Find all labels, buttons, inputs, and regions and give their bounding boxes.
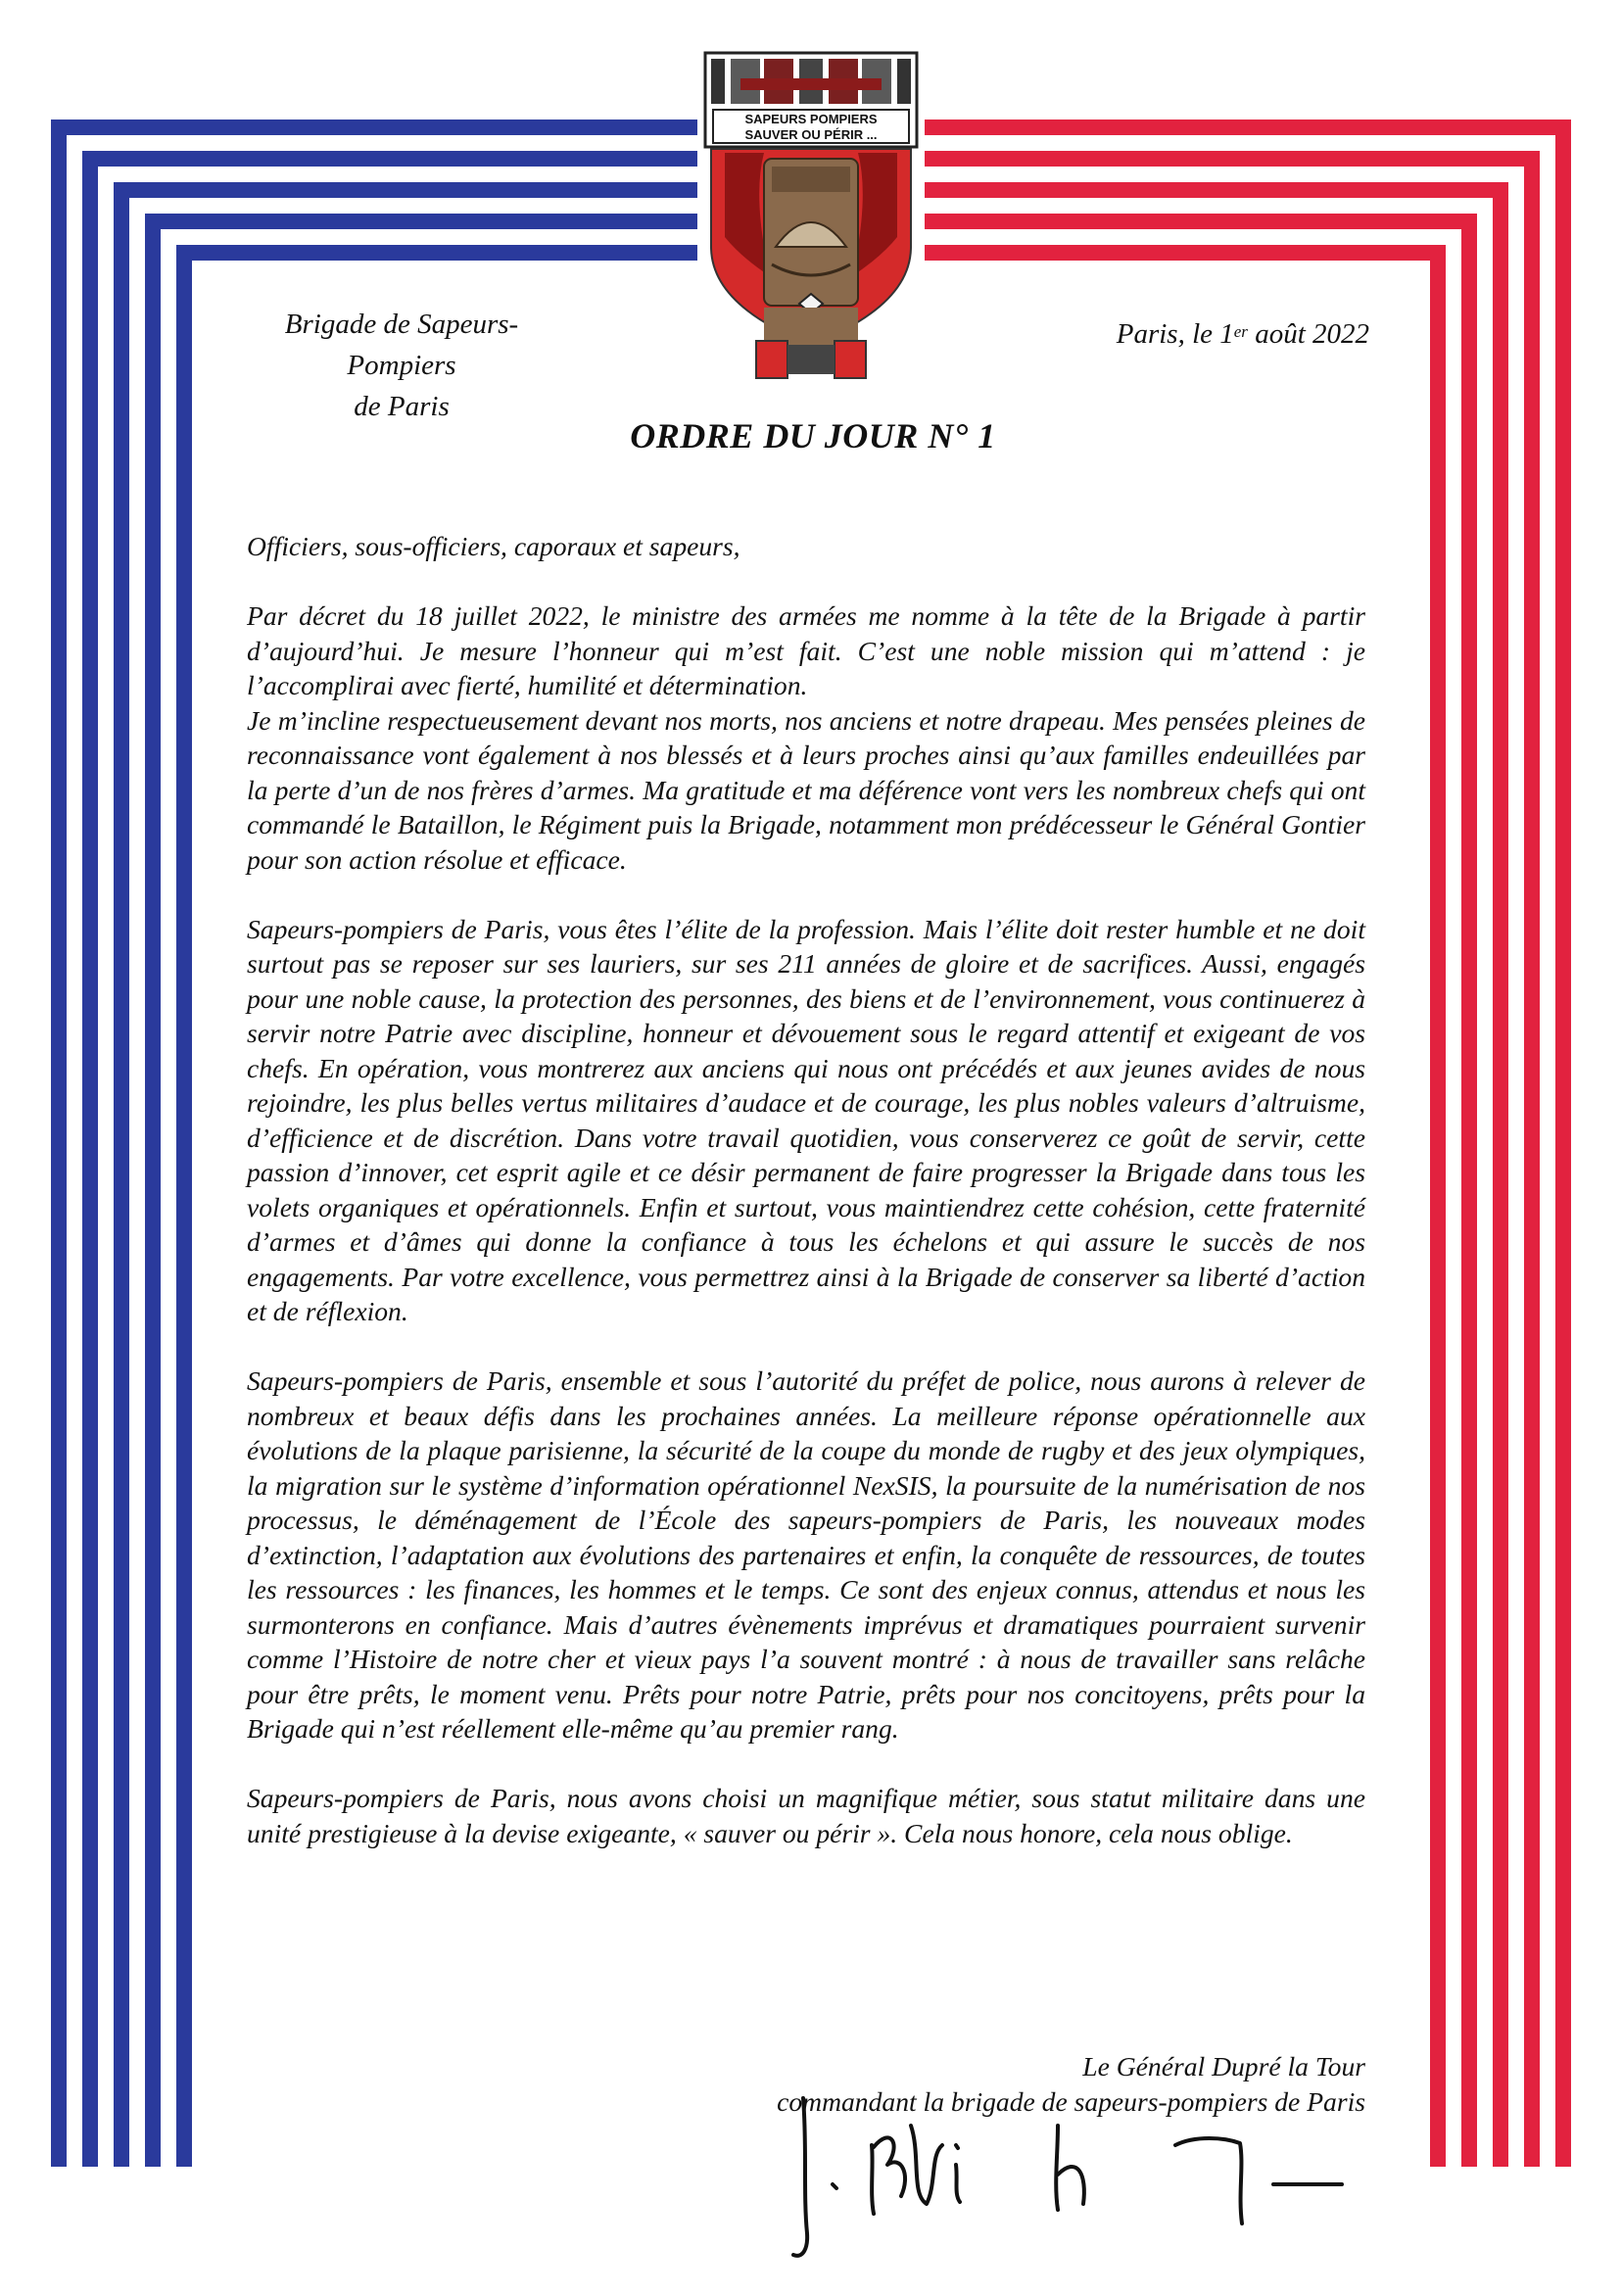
emblem-motto-line1: SAPEURS POMPIERS [744,112,878,126]
salutation: Officiers, sous-officiers, caporaux et sapeurs, [247,531,740,561]
emblem-motto-line2: SAUVER OU PÉRIR ... [744,127,878,142]
date-prefix: Paris, le 1 [1116,318,1234,350]
issuing-organization [235,304,568,427]
date-suffix: août 2022 [1247,318,1369,350]
place-and-date [979,313,1369,355]
brigade-emblem [701,51,921,382]
paragraph-challenges: Sapeurs-pompiers de Paris, ensemble et sous l’autorité du préfet de police, nous aurons à relever de nombreux et beaux défis dans les prochaines années. La meilleure réponse opérationnelle aux évolutions de la plaque parisienne, la sécurité de la coupe du monde de rugby et des jeux olympiques, la migration sur le système d’information opérationnel NexSIS, la poursuite de la numérisation de nos processus, le déménagement de l’École des sapeurs-pompiers de Paris, les nouveaux modes d’extinction, l’adaptation aux évolutions des partenaires et enfin, la conquête de ressources, de toutes les ressources : les finances, les hommes et le temps. Ce sont des enjeux connus, attendus et nous les surmonterons en confiance. Mais d’autres évènements imprévus et dramatiques pourraient survenir comme l’Histoire de notre cher et vieux pays l’a souvent montré : à nous de travailler sans relâche pour être prêts, le moment venu. Prêts pour notre Patrie, prêts pour nos concitoyens, prêts pour la Brigade qui n’est réellement elle-même qu’au premier rang. [247,1365,1365,1744]
paragraph-conclusion: Sapeurs-pompiers de Paris, nous avons choisi un magnifique métier, sous statut militaire dans une unité prestigieuse à la devise exigeante, « sauver ou périr ». Cela nous honore, cela nous oblige. [247,1783,1365,1848]
document-title: ORDRE DU JOUR N° 1 [630,416,996,455]
paragraph-homage: Je m’incline respectueusement devant nos morts, nos anciens et notre drapeau. Mes pensées pleines de reconnaissance vont également à nos blessés et à leurs proches ainsi qu’aux familles endeuillées par la perte d’un de nos frères d’armes. Ma gratitude et ma déférence vont vers les nombreux chefs qui ont commandé le Bataillon, le Régiment puis la Brigade, notamment mon prédécesseur le Général Gontier pour son action résolue et efficace. [247,704,1365,875]
organization-line-1: Brigade de Sapeurs-Pompiers [284,309,519,381]
organization-line-2: de Paris [354,391,450,422]
date-ordinal-suffix: er [1233,322,1248,341]
paragraph-nomination: Par décret du 18 juillet 2022, le ministre des armées me nomme à la tête de la Brigade à partir d’aujourd’hui. Je mesure l’honneur qui m’est fait. C’est une noble mission qui m’attend : je l’accomplirai avec fierté, humilité et détermination. [247,600,1365,700]
signatory-name: Le Général Dupré la Tour [1082,2051,1365,2081]
handwritten-signature [764,2086,1352,2263]
document-body [247,529,1365,1850]
signatory-role: commandant la brigade de sapeurs-pompiers de Paris [777,2086,1365,2117]
paragraph-elite: Sapeurs-pompiers de Paris, vous êtes l’élite de la profession. Mais l’élite doit rester humble et ne doit surtout pas se reposer sur ses lauriers, sur ses 211 années de gloire et de sacrifices. Aussi, engagés pour une noble cause, la protection des personnes, des biens et de l’environnement, vous continuerez à servir notre Patrie avec discipline, honneur et dévouement sous le regard attentif et exigeant de vos chefs. En opération, vous montrerez aux anciens qui nous ont précédés et aux jeunes avides de nous rejoindre, les plus belles vertus militaires d’audace et de courage, les plus nobles valeurs d’altruisme, d’efficience et de discrétion. Dans votre travail quotidien, vous conserverez ce goût de servir, cette passion d’innover, cet esprit agile et ce désir permanent de faire progresser la Brigade dans tous les volets organiques et opérationnels. Enfin et surtout, vous maintiendrez cette cohésion, cette fraternité d’armes et d’âmes qui donne la confiance à tous les échelons et qui assure le succès de nos engagements. Par votre excellence, vous permettrez ainsi à la Brigade de conserver sa liberté d’action et de réflexion. [247,913,1365,1326]
